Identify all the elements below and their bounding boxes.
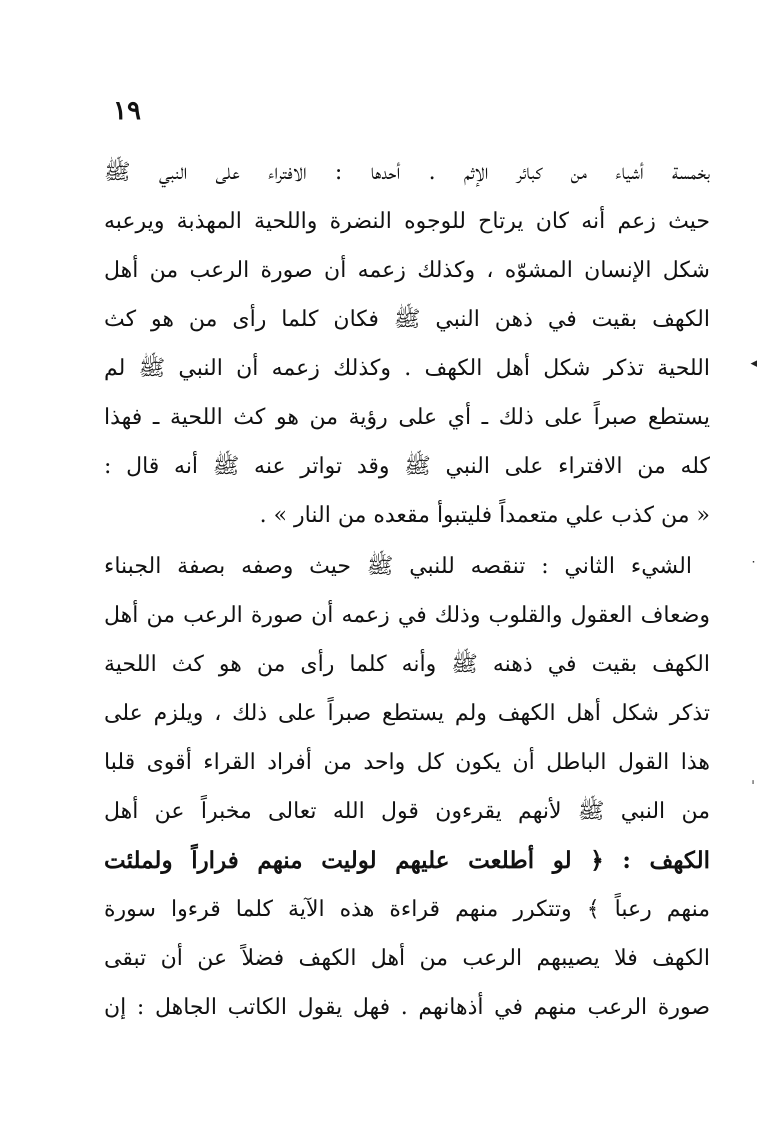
text-line: يستطع صبراً على ذلك ـ أي على رؤية من هو كث اللحية ـ فهذا — [104, 405, 710, 430]
paragraph-2 — [104, 542, 710, 1032]
text-line: الكهف فلا يصيبهم الرعب من أهل الكهف فضلاً عن أن تبقى — [104, 946, 710, 971]
margin-arrow-icon: ◂ — [750, 356, 757, 371]
quran-verse-line: الكهف : ﴿ لو أطلعت عليهم لوليت منهم فراراً ولملئت — [104, 847, 710, 874]
text-line: الشيء الثاني : تنقصه للنبي ﷺ حيث وصفه بصفة الجبناء — [104, 554, 692, 579]
page-number: ١٩ — [113, 96, 141, 126]
paragraph-1 — [104, 148, 710, 540]
text-line: من النبي ﷺ لأنهم يقرءون قول الله تعالى مخبراً عن أهل — [104, 799, 710, 824]
text-line: الكهف بقيت في ذهن النبي ﷺ فكان كلما رأى من هو كث — [104, 307, 710, 332]
text-line: تذكر شكل أهل الكهف ولم يستطع صبراً على ذلك ، ويلزم على — [104, 701, 710, 726]
text-line: صورة الرعب منهم في أذهانهم . فهل يقول الكاتب الجاهل : إن — [104, 995, 710, 1020]
text-line: الكهف بقيت في ذهنه ﷺ وأنه كلما رأى من هو كث اللحية — [104, 652, 710, 677]
text-line: شكل الإنسان المشوّه ، وكذلك زعمه أن صورة الرعب من أهل — [104, 258, 710, 283]
text-line: بخمسة أشياء من كبائر الإثم . أحدها : الافتراء على النبي ﷺ — [104, 160, 710, 185]
text-line: منهم رعباً ﴾ وتتكرر منهم قراءة هذه الآية كلما قرءوا سورة — [104, 897, 710, 922]
text-line: اللحية تذكر شكل أهل الكهف . وكذلك زعمه أن النبي ﷺ لم — [104, 356, 710, 381]
margin-dot-icon: ˙ — [750, 560, 757, 576]
text-line: هذا القول الباطل أن يكون كل واحد من أفراد القراء أقوى قلبا — [104, 750, 710, 775]
margin-dot-icon: ˌ — [751, 770, 755, 786]
text-line: وضعاف العقول والقلوب وذلك في زعمه أن صورة الرعب من أهل — [104, 603, 710, 628]
text-line: « من كذب علي متعمداً فليتبوأ مقعده من النار » . — [259, 503, 710, 528]
text-line: كله من الافتراء على النبي ﷺ وقد تواتر عنه ﷺ أنه قال : — [104, 454, 710, 479]
text-line: حيث زعم أنه كان يرتاح للوجوه النضرة واللحية المهذبة ويرعبه — [104, 209, 710, 234]
